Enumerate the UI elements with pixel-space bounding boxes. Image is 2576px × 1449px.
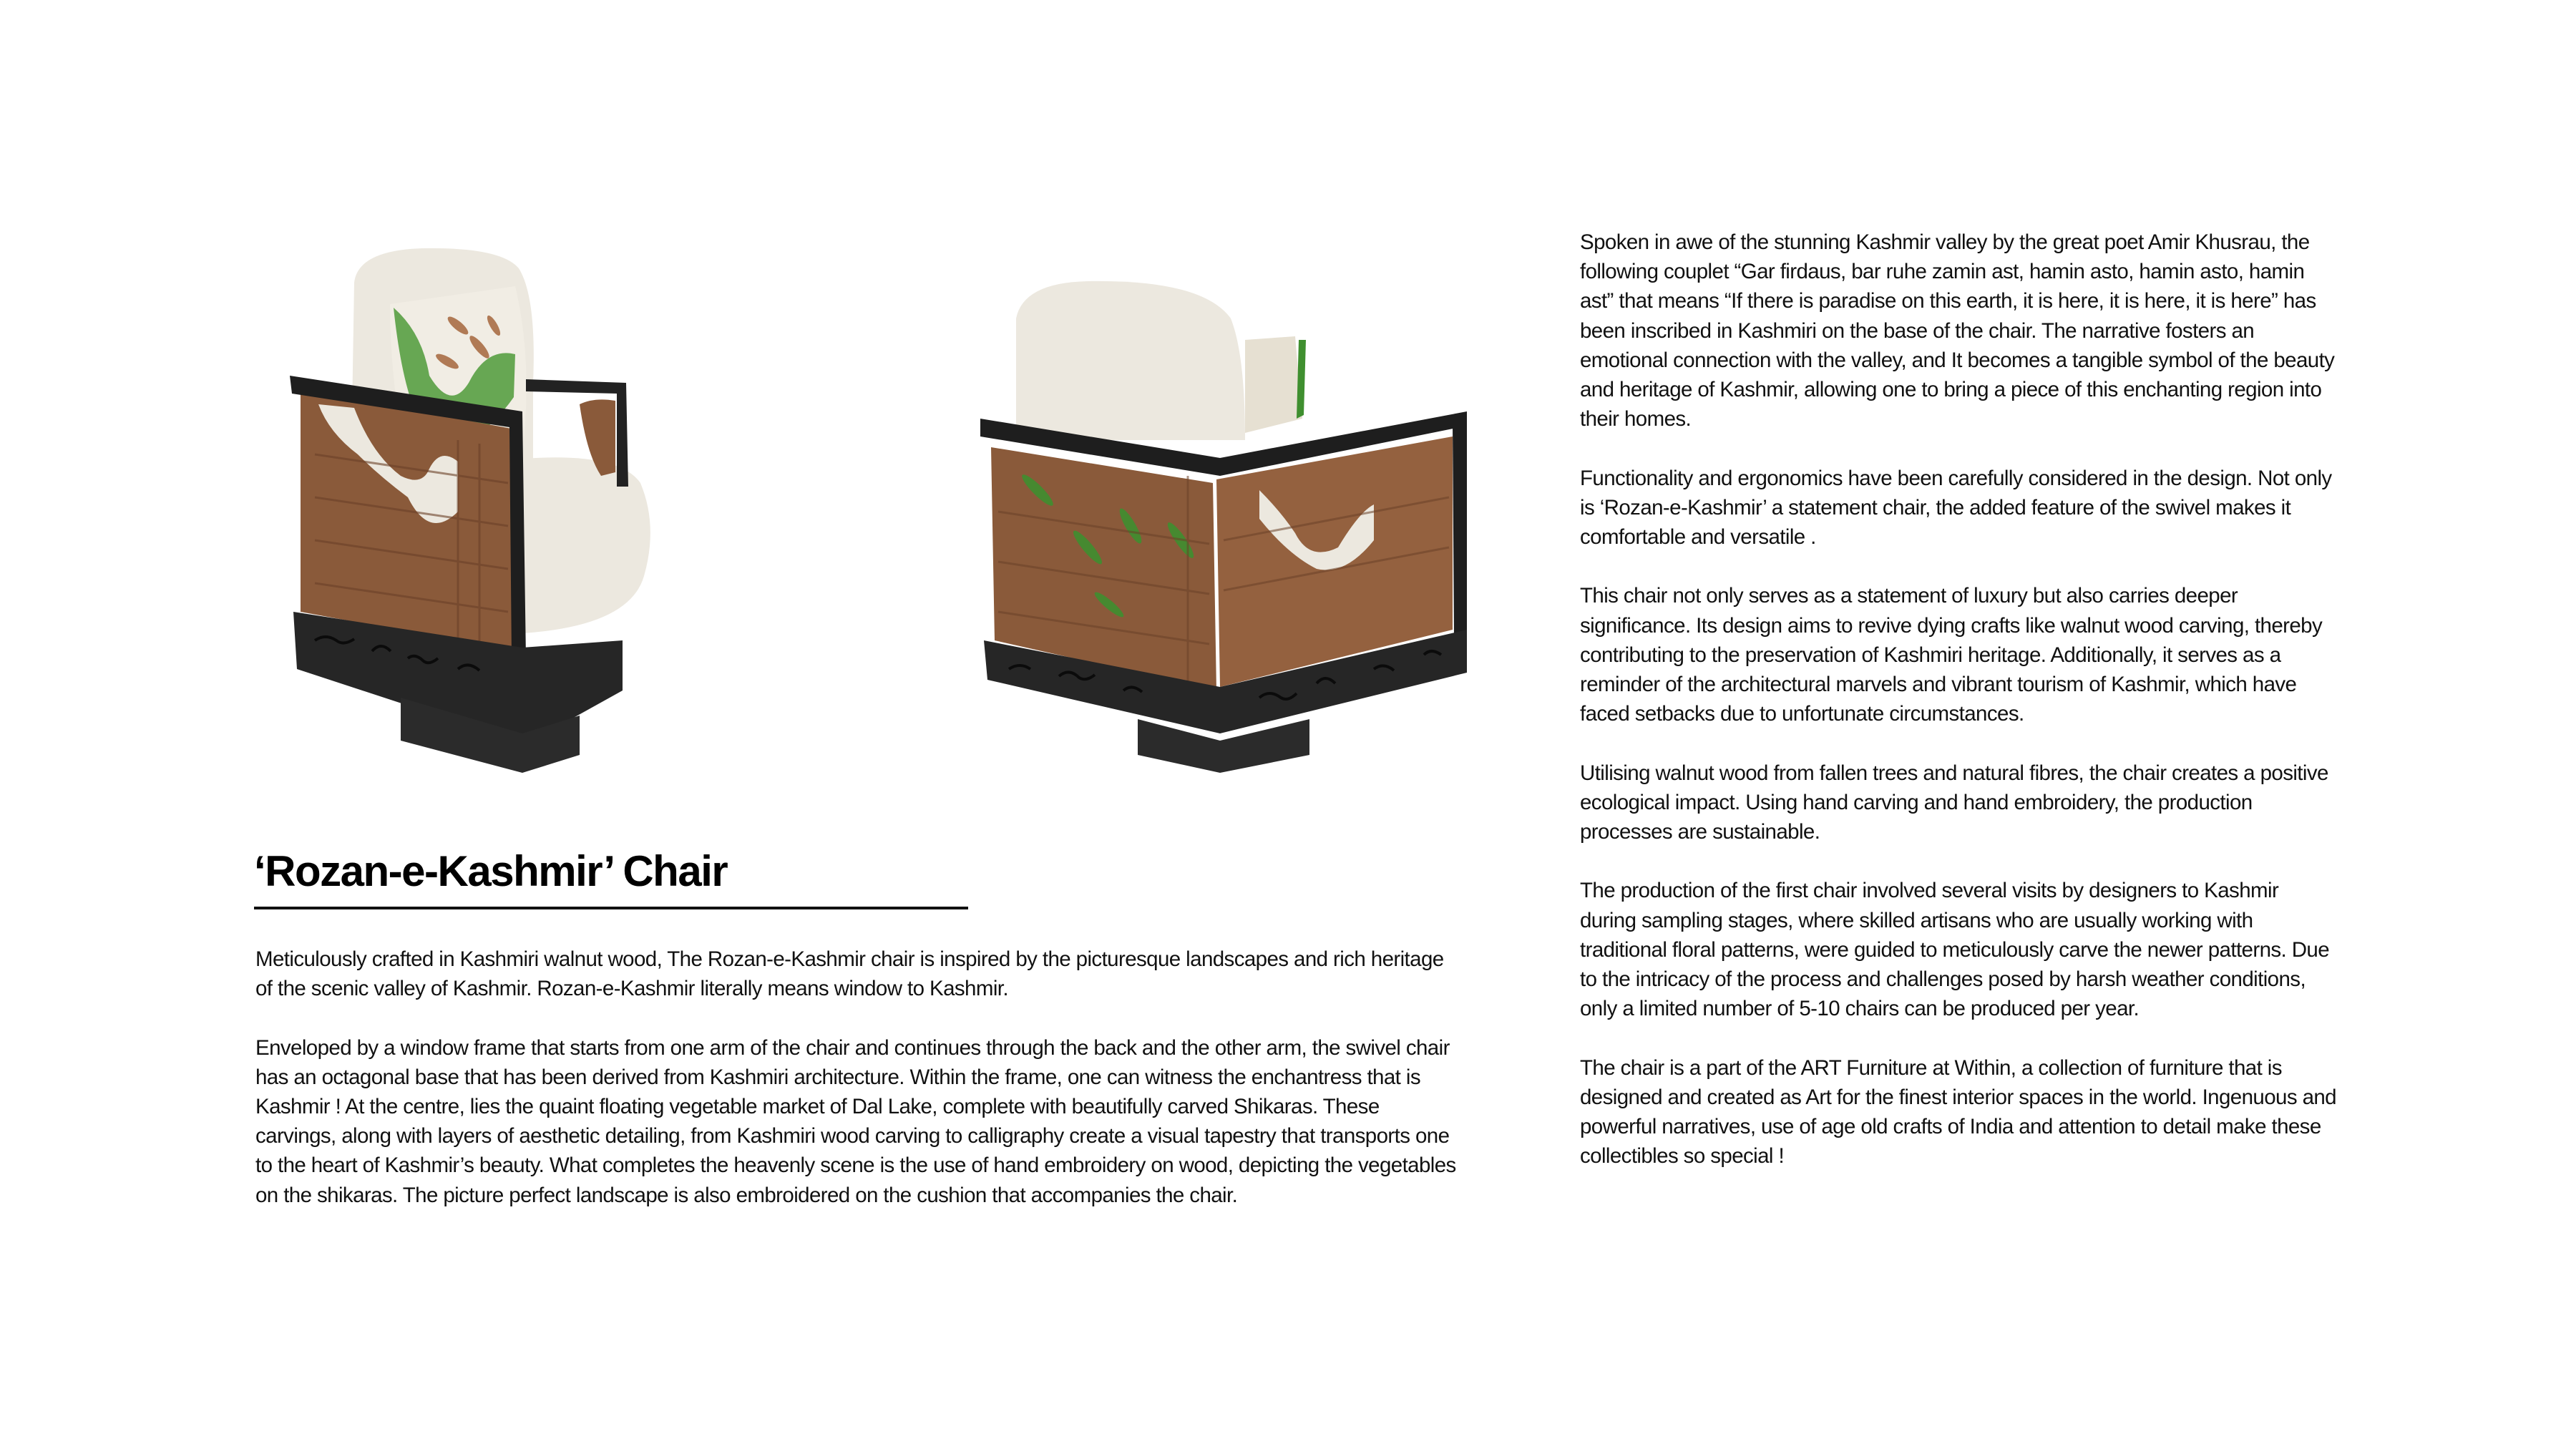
back-upholstery (1016, 281, 1245, 440)
chair-back-illustration (973, 275, 1481, 776)
page-title: ‘Rozan-e-Kashmir’ Chair (254, 847, 728, 895)
design-paragraph: Enveloped by a window frame that starts from one arm of the chair and continues through the back and the other arm, the swivel chair has an octagonal base that has been derived from Kashmiri architecture. Within the frame, one can witness the enchantress that is Kashmir ! At the centre, lies the quaint floating vegetable market of Dal Lake, complete with beautifully carved Shikaras. These carvings, along with layers of aesthetic detailing, from Kashmiri wood carving to calligraphy create a visual tapestry that transports one to the heart of Kashmir’s beauty. What completes the heavenly scene is the use of hand embroidery on wood, depicting the vegetables on the shikaras. The picture perfect landscape is also embroidered on the cushion that accompanies the chair. (255, 1035, 1456, 1207)
sustainability-paragraph: Utilising walnut wood from fallen trees and natural fibres, the chair creates a positive ecological impact. Using hand carving and hand embroidery, the production processes are sustainable. (1580, 761, 2328, 844)
window-frame-side (1453, 419, 1467, 637)
title-underline (254, 907, 968, 909)
chair-front-illustration (286, 240, 837, 784)
couplet-paragraph: Spoken in awe of the stunning Kashmir valley by the great poet Amir Khusrau, the following couplet “Gar firdaus, bar ruhe zamin ast, hamin asto, hamin asto, hamin ast” that means “If there is paradise on this earth, it is here, it is here, it is here” has been inscribed in Kashmiri on the base of the chair. The narrative fosters an emotional connection with the valley, and It becomes a tangible symbol of the beauty and heritage of Kashmir, allowing one to bring a piece of this enchanting region into their homes. (1580, 230, 2335, 431)
pillow-embroidery-edge (1297, 340, 1306, 419)
significance-paragraph: This chair not only serves as a statement of luxury but also carries deeper significance. Its design aims to revive dying crafts like walnut wood carving, thereby contributing to the preservation of Kashmiri heritage. Additionally, it serves as a reminder of the architectural marvels and vibrant tourism of Kashmir, which have faced setbacks due to unfortunate circumstances. (1580, 584, 2323, 726)
intro-paragraph: Meticulously crafted in Kashmiri walnut wood, The Rozan-e-Kashmir chair is inspired by the picturesque landscapes and rich heritage of the scenic valley of Kashmir. Rozan-e-Kashmir literally means window to Kashmir. (255, 947, 1444, 1001)
functionality-paragraph: Functionality and ergonomics have been carefully considered in the design. Not only is ‘Rozan-e-Kashmir’ a statement chair, the added feature of the swivel makes it comfortable and versatile . (1580, 466, 2332, 550)
right-description-column (1580, 228, 2338, 1201)
production-paragraph: The production of the first chair involved several visits by designers to Kashmir during sampling stages, where skilled artisans who are usually working with traditional floral patterns, were guided to meticulously carve the newer patterns. Due to the intricacy of the process and challenges posed by harsh weather conditions, only a limited number of 5-10 chairs can be produced per year. (1580, 879, 2330, 1021)
rear-pillow (1245, 336, 1302, 433)
collection-paragraph: The chair is a part of the ART Furniture at Within, a collection of furniture that is designed and created as Art for the finest interior spaces in the world. Ingenuous and powerful narratives, use of age old crafts of India and attention to detail make these collectibles so special ! (1580, 1055, 2336, 1169)
chair-front-image (286, 240, 837, 784)
chair-back-image (973, 275, 1481, 776)
left-description-column (255, 945, 1465, 1239)
